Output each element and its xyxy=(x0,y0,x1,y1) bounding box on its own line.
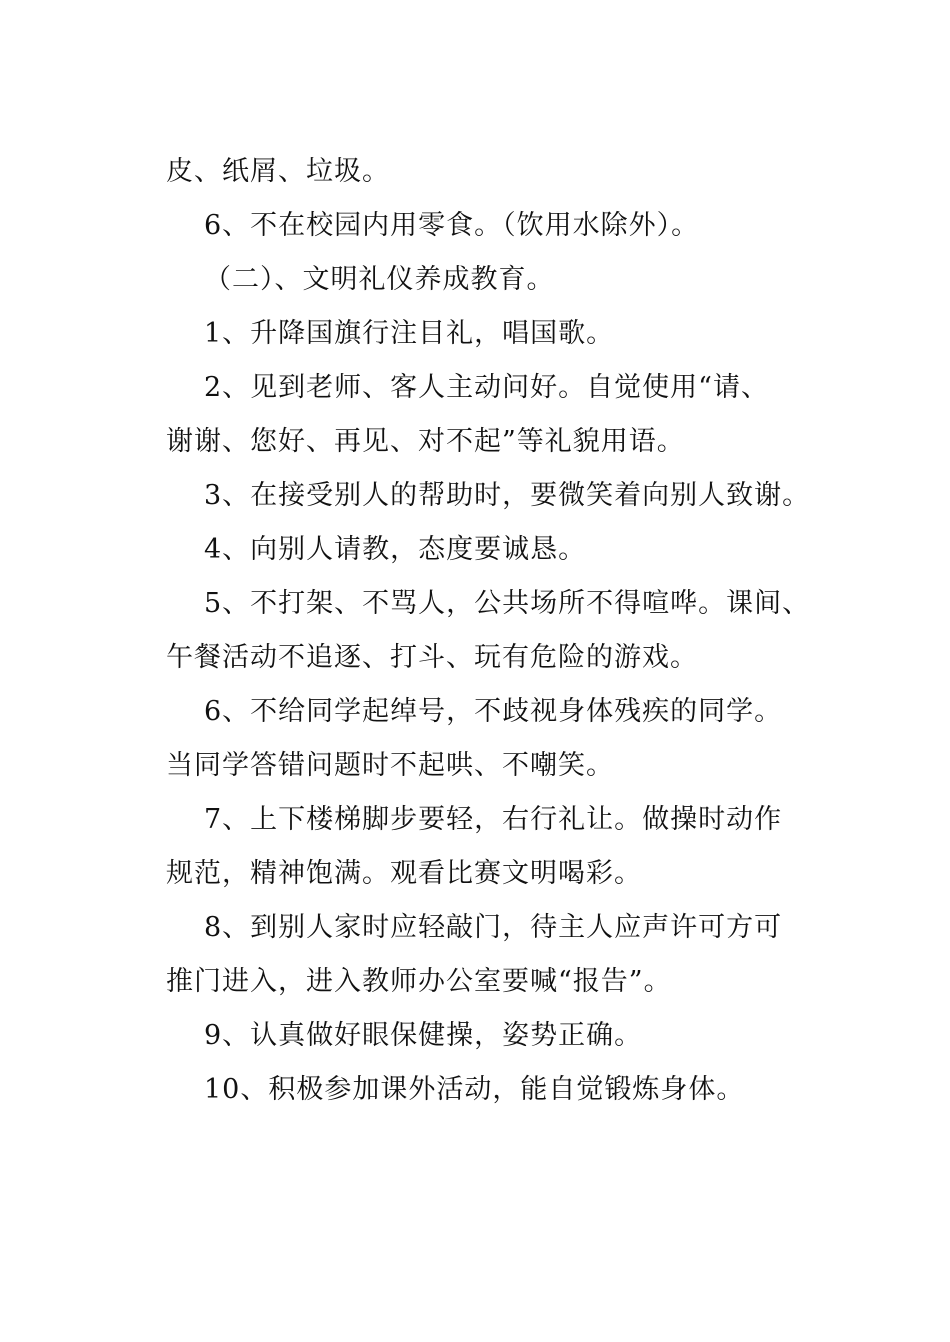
text-line: 皮、纸屑、垃圾。 xyxy=(166,156,390,187)
text-line: 规范，精神饱满。观看比赛文明喝彩。 xyxy=(166,858,642,889)
text-line: 6、不给同学起绰号，不歧视身体残疾的同学。 xyxy=(204,696,783,727)
text-line: 7、上下楼梯脚步要轻，右行礼让。做操时动作 xyxy=(204,804,783,835)
text-line: 当同学答错问题时不起哄、不嘲笑。 xyxy=(166,750,614,781)
text-line: 8、到别人家时应轻敲门，待主人应声许可方可 xyxy=(204,912,783,943)
text-line: 10、积极参加课外活动，能自觉锻炼身体。 xyxy=(204,1074,745,1105)
document-body xyxy=(166,145,811,1117)
text-line: 谢谢、您好、再见、对不起”等礼貌用语。 xyxy=(166,426,685,457)
text-line: 3、在接受别人的帮助时，要微笑着向别人致谢。 xyxy=(204,480,811,511)
text-line: 9、认真做好眼保健操，姿势正确。 xyxy=(204,1020,643,1051)
text-line: 推门进入，进入教师办公室要喊“报告”。 xyxy=(166,966,672,997)
section-heading: （二）、文明礼仪养成教育。 xyxy=(204,264,555,295)
text-line: 1、升降国旗行注目礼，唱国歌。 xyxy=(204,318,615,349)
text-line: 4、向别人请教，态度要诚恳。 xyxy=(204,534,587,565)
text-line: 2、见到老师、客人主动问好。自觉使用“请、 xyxy=(204,372,769,403)
text-line: 5、不打架、不骂人，公共场所不得喧哗。课间、 xyxy=(204,588,811,619)
text-line: 6、不在校园内用零食。（饮用水除外）。 xyxy=(204,210,700,241)
text-line: 午餐活动不追逐、打斗、玩有危险的游戏。 xyxy=(166,642,698,673)
